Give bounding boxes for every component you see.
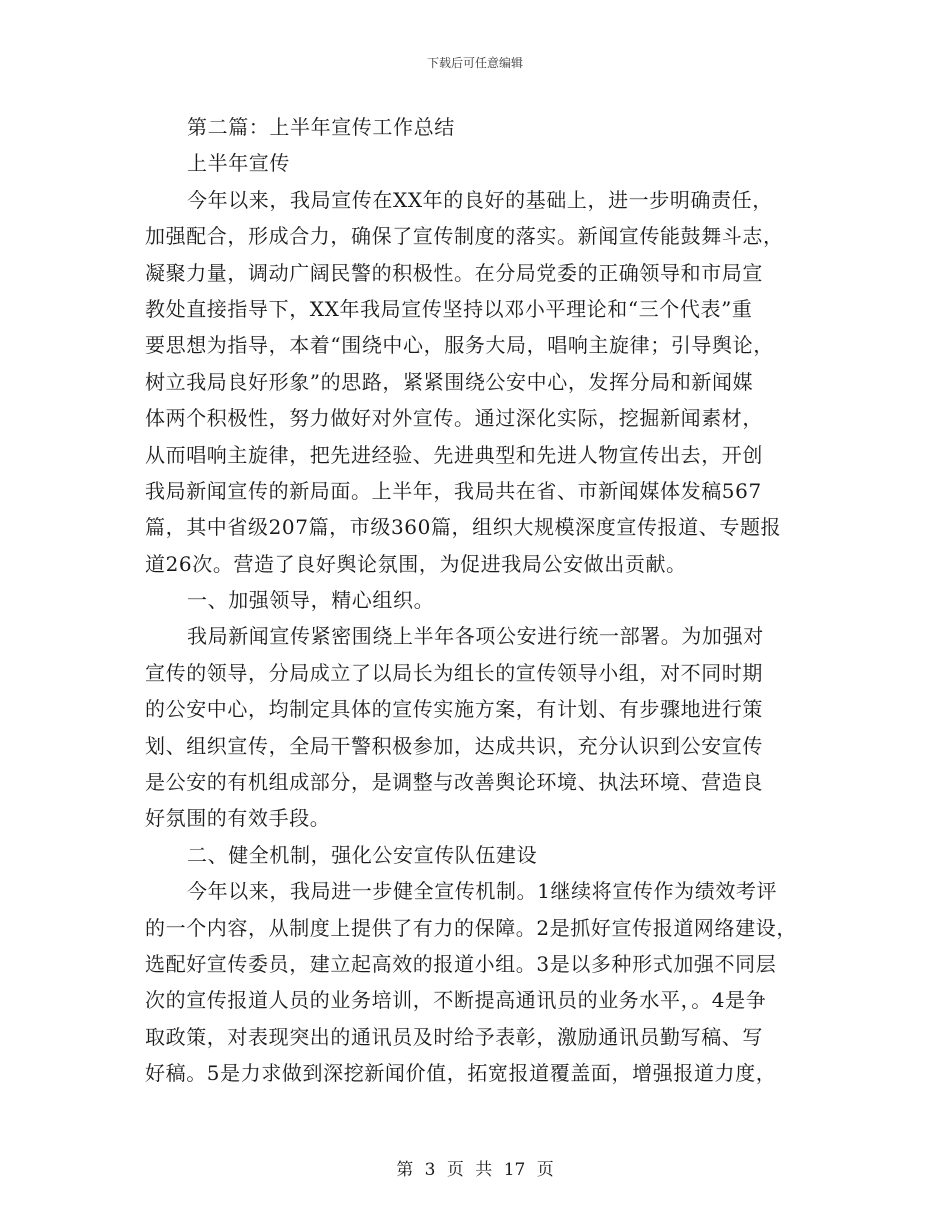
text-line: 选配好宣传委员，建立起高效的报道小组。3是以多种形式加强不同层 (145, 951, 777, 976)
text-line: 要思想为指导，本着“围绕中心，服务大局，唱响主旋律；引导舆论， (145, 333, 774, 358)
text-line: 我局新闻宣传的新局面。上半年，我局共在省、市新闻媒体发稿567 (145, 478, 762, 503)
text-line: 体两个积极性，努力做好对外宣传。通过深化实际，挖掘新闻素材， (145, 406, 763, 431)
page-footer: 第 3 页 共 17 页 (396, 1160, 554, 1180)
text-line: 我局新闻宣传紧密围绕上半年各项公安进行统一部署。为加强对 (187, 624, 764, 649)
text-line: 是公安的有机组成部分，是调整与改善舆论环境、执法环境、营造良 (145, 770, 763, 795)
text-line: 宣传的领导，分局成立了以局长为组长的宣传领导小组，对不同时期 (145, 660, 763, 685)
text-line: 教处直接指导下，XX年我局宣传坚持以邓小平理论和“三个代表”重 (145, 296, 753, 321)
text-line: 加强配合，形成合力，确保了宣传制度的落实。新闻宣传能鼓舞斗志， (145, 224, 784, 249)
text-line: 道26次。营造了良好舆论氛围，为促进我局公安做出贡献。 (145, 551, 687, 576)
text-line: 的公安中心，均制定具体的宣传实施方案，有计划、有步骤地进行策 (145, 697, 763, 722)
text-line: 上半年宣传 (187, 151, 290, 176)
text-line: 今年以来，我局进一步健全宣传机制。1继续将宣传作为绩效考评 (187, 879, 778, 904)
text-line: 划、组织宣传，全局干警积极参加，达成共识，充分认识到公安宣传 (145, 733, 763, 758)
text-line: 一、加强领导，精心组织。 (187, 588, 435, 613)
text-line: 取政策，对表现突出的通讯员及时给予表彰，激励通讯员勤写稿、写 (145, 1024, 763, 1049)
document-body (145, 113, 805, 1096)
text-line: 次的宣传报道人员的业务培训，不断提高通讯员的业务水平，。4是争 (145, 988, 767, 1013)
text-line: 篇，其中省级207篇，市级360篇，组织大规模深度宣传报道、专题报 (145, 515, 782, 540)
text-line: 的一个内容，从制度上提供了有力的保障。2是抓好宣传报道网络建设， (145, 915, 797, 940)
text-line: 二、健全机制，强化公安宣传队伍建设 (187, 842, 538, 867)
text-line: 树立我局良好形象”的思路，紧紧围绕公安中心，发挥分局和新闻媒 (145, 369, 754, 394)
text-line: 好氛围的有效手段。 (145, 806, 331, 831)
text-line: 第二篇：上半年宣传工作总结 (187, 115, 455, 139)
text-line: 今年以来，我局宣传在XX年的良好的基础上，进一步明确责任， (187, 187, 773, 212)
text-line: 好稿。5是力求做到深挖新闻价值，拓宽报道覆盖面，增强报道力度， (145, 1061, 777, 1086)
text-line: 从而唱响主旋律，把先进经验、先进典型和先进人物宣传出去，开创 (145, 442, 763, 467)
page-header: 下载后可任意编辑 (426, 56, 523, 70)
text-line: 凝聚力量，调动广阔民警的积极性。在分局党委的正确领导和市局宣 (145, 260, 763, 285)
